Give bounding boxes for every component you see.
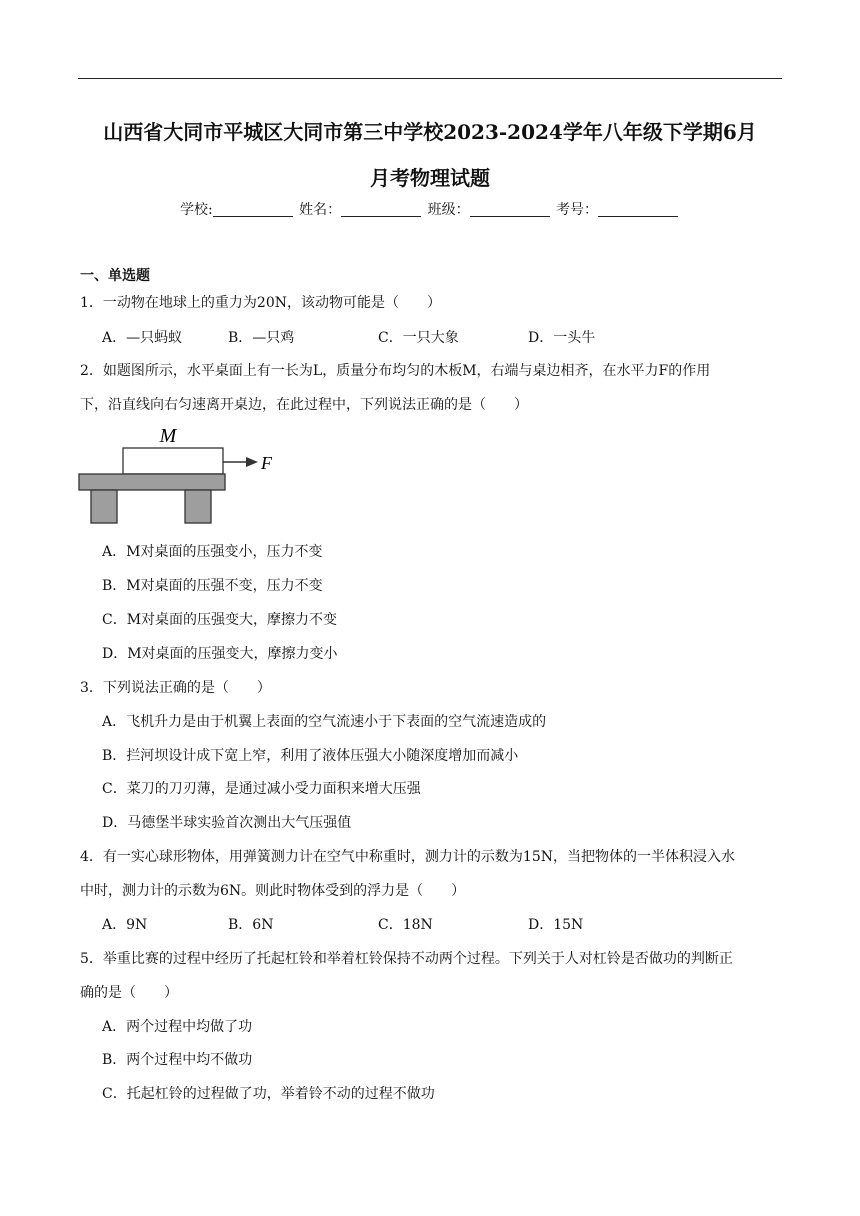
option-d[interactable]: D．15N xyxy=(528,917,584,933)
table-leg-left xyxy=(91,490,117,523)
question-4-stem-line-1: 4．有一实心球形物体，用弹簧测力计在空气中称重时，测力计的示数为15N，当把物体的一半体积浸入水 xyxy=(80,849,735,865)
option-c[interactable]: C．一只大象 xyxy=(378,330,459,346)
name-blank[interactable] xyxy=(341,202,421,217)
student-info-fields xyxy=(0,199,860,219)
option-d[interactable]: D．马德堡半球实验首次测出大气压强值 xyxy=(102,815,352,831)
option-a[interactable]: A．M对桌面的压强变小，压力不变 xyxy=(102,544,323,560)
option-b[interactable]: B．—只鸡 xyxy=(228,330,295,346)
option-b[interactable]: B．两个过程中均不做功 xyxy=(102,1052,253,1068)
school-label: 学校: xyxy=(179,202,213,218)
question-4-stem-line-2: 中时，测力计的示数为6N。则此时物体受到的浮力是（ ） xyxy=(80,883,466,899)
option-a[interactable]: A．—只蚂蚁 xyxy=(102,330,183,346)
force-arrow-head xyxy=(246,457,258,467)
exam-number-blank[interactable] xyxy=(598,202,678,217)
option-b[interactable]: B．M对桌面的压强不变，压力不变 xyxy=(102,578,323,594)
name-label: 姓名： xyxy=(299,202,342,218)
option-a[interactable]: A．飞机升力是由于机翼上表面的空气流速小于下表面的空气流速造成的 xyxy=(102,714,547,730)
page-title-continued: 月考物理试题 xyxy=(370,166,490,190)
board-m xyxy=(123,448,223,474)
option-d[interactable]: D．一头牛 xyxy=(528,330,596,346)
table-top xyxy=(79,474,225,490)
question-5-stem-line-1: 5．举重比赛的过程中经历了托起杠铃和举着杠铃保持不动两个过程。下列关于人对杠铃是否做功的判断正 xyxy=(80,951,733,967)
question-1-stem: 1．一动物在地球上的重力为20N，该动物可能是（ ） xyxy=(80,295,441,311)
question-2-stem-line-2: 下，沿直线向右匀速离开桌边，在此过程中，下列说法正确的是（ ） xyxy=(80,397,528,413)
page-title: 山西省大同市平城区大同市第三中学校2023-2024学年八年级下学期6月 xyxy=(103,120,757,144)
option-a[interactable]: A．两个过程中均做了功 xyxy=(102,1019,253,1035)
header-rule xyxy=(78,78,782,79)
option-c[interactable]: C．18N xyxy=(378,917,433,933)
class-blank[interactable] xyxy=(470,202,550,217)
school-blank[interactable] xyxy=(213,202,293,217)
class-label: 班级： xyxy=(427,202,470,218)
option-b[interactable]: B．6N xyxy=(228,917,274,933)
option-b[interactable]: B．拦河坝设计成下宽上窄，利用了液体压强大小随深度增加而减小 xyxy=(102,748,519,764)
exam-number-label: 考号： xyxy=(556,202,599,218)
option-d[interactable]: D．M对桌面的压强变大，摩擦力变小 xyxy=(102,646,338,662)
option-a[interactable]: A．9N xyxy=(102,917,148,933)
table-leg-right xyxy=(185,490,211,523)
section-heading: 一、单选题 xyxy=(80,268,150,284)
board-label: M xyxy=(159,425,177,447)
option-c[interactable]: C．M对桌面的压强变大，摩擦力不变 xyxy=(102,612,338,628)
option-c[interactable]: C．菜刀的刀刃薄，是通过减小受力面积来增大压强 xyxy=(102,781,421,797)
option-c[interactable]: C．托起杠铃的过程做了功，举着铃不动的过程不做功 xyxy=(102,1086,435,1102)
question-3-stem: 3．下列说法正确的是（ ） xyxy=(80,680,271,696)
board-on-table-diagram xyxy=(78,424,288,528)
question-2-stem-line-1: 2．如题图所示，水平桌面上有一长为L，质量分布均匀的木板M，右端与桌边相齐，在水平力F的作用 xyxy=(80,363,711,379)
force-label: F xyxy=(261,453,272,473)
question-5-stem-line-2: 确的是（ ） xyxy=(80,985,178,1001)
